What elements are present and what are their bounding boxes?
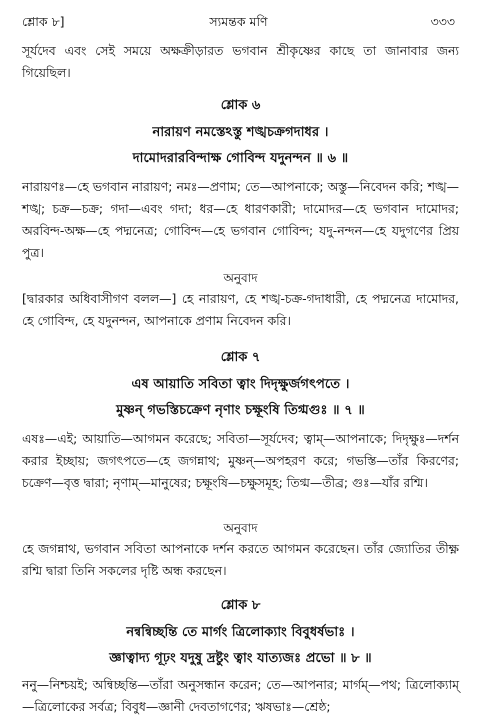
verse-7-translation-label: অনুবাদ <box>223 521 258 535</box>
verse-7-synonyms-block <box>22 428 459 494</box>
page-header <box>22 14 455 32</box>
verse-6-line-2: দামোদরারবিন্দাক্ষ গোবিন্দ যদুনন্দন ॥ ৬ ॥ <box>132 151 349 166</box>
verse-8-line-2: জ্ঞাত্বাদ্য গূঢ়ং যদুষু দ্রষ্টুং ত্বাং যাত্যজঃ প্রভো ॥ ৮ ॥ <box>109 651 372 666</box>
verse-7-line-2: মুষ্ণন্ গভস্তিচক্রেণ নৃণাং চক্ষূংষি তিগ্মগুঃ ॥ ৭ ॥ <box>116 403 365 418</box>
verse-6-translation-label: অনুবাদ <box>223 271 258 285</box>
running-head-title: স্যমন্তক মণি <box>209 14 268 29</box>
verse-8-heading: শ্লোক ৮ <box>220 598 261 613</box>
verse-6-line-1: নারায়ণ নমস্তেঽস্তু শঙ্খচক্রগদাধর । <box>152 125 329 140</box>
intro-paragraph-block <box>22 40 459 84</box>
verse-6-heading: শ্লোক ৬ <box>220 98 261 113</box>
verse-6-synonyms: নারায়ণঃ—হে ভগবান নারায়ণ; নমঃ—প্রণাম; তে—আপনাকে; অস্তু—নিবেদন করি; শঙ্খ—শঙ্খ; চক্র—চক্র; গদা—এবং গদা; ধর—হে ধারণকারী; দামোদর—হে ভগবান দামোদর; অরবিন্দ-অক্ষ—হে পদ্মনেত্র; গোবিন্দ—হে ভগবান গোবিন্দ; যদু-নন্দন—হে যদুগণের প্রিয় পুত্র। <box>22 179 459 260</box>
verse-6-translation: [দ্বারকার অধিবাসীগণ বলল—] হে নারায়ণ, হে শঙ্খ-চক্র-গদাধারী, হে পদ্মনেত্র দামোদর, হে গোবিন্দ, হে যদুনন্দন, আপনাকে প্রণাম নিবেদন করি। <box>22 291 459 328</box>
verse-7-synonyms: এষঃ—এই; আয়াতি—আগমন করেছে; সবিতা—সূর্যদেব; ত্বাম্—আপনাকে; দিদৃক্ষুঃ—দর্শন করার ইচ্ছায়; জগৎপতে—হে জগন্নাথ; মুষ্ণন্—অপহরণ করে; গভস্তি—তাঁর কিরণের; চক্রেণ—বৃত্ত দ্বারা; নৃণাম্—মানুষের; চক্ষূংষি—চক্ষুসমূহ; তিগ্ম—তীব্র; গুঃ—যাঁর রশ্মি। <box>22 431 459 490</box>
verse-7-heading: শ্লোক ৭ <box>220 350 261 365</box>
running-head-verse: শ্লোক ৮] <box>22 14 65 29</box>
page-number: ৩৩৩ <box>430 14 455 29</box>
verse-7-line-1: এষ আয়াতি সবিতা ত্বাং দিদৃক্ষুর্জগৎপতে । <box>131 377 350 392</box>
intro-paragraph: সূর্যদেব এবং সেই সময়ে অক্ষক্রীড়ারত ভগবান শ্রীকৃষ্ণের কাছে তা জানাবার জন্য গিয়েছিল। <box>22 43 459 80</box>
verse-8-synonyms: ননু—নিশ্চয়ই; অন্বিচ্ছন্তি—তাঁরা অনুসন্ধান করেন; তে—আপনার; মার্গম্—পথ; ত্রিলোক্যাম্—ত্রিলোকের সর্বত্র; বিবুধ—জ্ঞানী দেবতাগণের; ঋষভাঃ—শ্রেষ্ঠ; <box>22 677 459 714</box>
verse-7-translation-block <box>22 538 459 582</box>
verse-6-translation-block <box>22 288 459 332</box>
verse-6-synonyms-block <box>22 176 459 264</box>
verse-8-synonyms-block <box>22 674 459 718</box>
verse-7-translation: হে জগন্নাথ, ভগবান সবিতা আপনাকে দর্শন করতে আগমন করেছেন। তাঁর জ্যোতির তীক্ষ্ণ রশ্মি দ্বারা তিনি সকলের দৃষ্টি অন্ধ করছেন। <box>22 541 459 578</box>
verse-8-line-1: নন্বন্বিচ্ছন্তি তে মার্গং ত্রিলোক্যাং বিবুধর্ষভাঃ । <box>126 625 355 640</box>
